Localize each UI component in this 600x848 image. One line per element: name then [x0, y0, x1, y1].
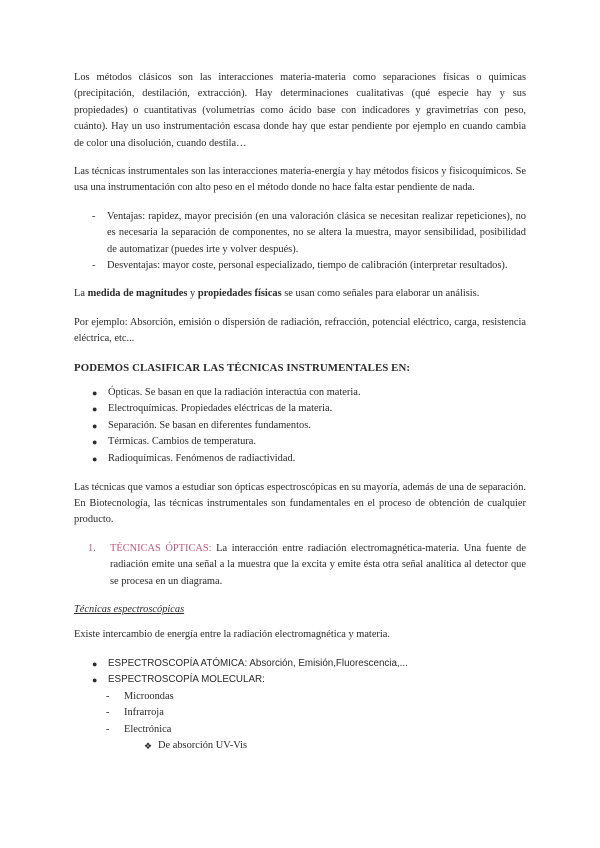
- paragraph-instrumental-techniques: Las técnicas instrumentales son las interacciones materia-energía y hay métodos físicos y fisicoquímicos. Se usa una instrumentación con alto peso en el método donde no hace falta estar pendiente de nada.: [74, 166, 526, 194]
- list-item-text: Electroquímicas. Propiedades eléctricas de la materia.: [108, 403, 333, 415]
- bullet-icon: ●: [92, 454, 98, 465]
- bullet-icon: ●: [92, 387, 98, 398]
- advantages-text: Ventajas: rapidez, mayor precisión (en una valoración clásica se necesitan realizar repeticiones), no es necesaria la separación de componentes, no se altera la muestra, mayor sensibilidad, posibilidad de automatizar (puedes irte y volver después).: [107, 210, 526, 255]
- bullet-icon: ●: [92, 675, 98, 686]
- bullet-icon: ●: [92, 404, 98, 415]
- list-item: [92, 385, 526, 402]
- list-item: [94, 258, 526, 274]
- bullet-icon: ●: [92, 658, 98, 669]
- list-item-text: ESPECTROSCOPÍA MOLECULAR:: [108, 674, 265, 686]
- section-optical-techniques: [74, 541, 526, 590]
- section-heading: PODEMOS CLASIFICAR LAS TÉCNICAS INSTRUMENTALES EN:: [74, 361, 411, 374]
- paragraph-energy-exchange: Existe intercambio de energía entre la radiación electromagnética y materia.: [74, 629, 390, 641]
- molecular-spectroscopy-list: [74, 689, 526, 738]
- subheading-spectroscopic: Técnicas espectroscópicas: [74, 604, 185, 616]
- list-item: [94, 209, 526, 258]
- list-item: [92, 401, 526, 418]
- list-item: [92, 656, 526, 673]
- list-item-text: Radioquímicas. Fenómenos de radiactividad.: [108, 453, 296, 465]
- pros-cons-list: [74, 209, 526, 275]
- bold-text: propiedades físicas: [197, 288, 282, 300]
- list-item-text: Electrónica: [124, 723, 172, 735]
- list-item-text: Ópticas. Se basan en que la radiación interactúa con materia.: [108, 386, 361, 398]
- paragraph-classical-methods: Los métodos clásicos son las interacciones materia-materia como separaciones físicas o químicas (precipitación, destilación, extracción). Hay determinaciones cualitativas (qué especie hay y sus propiedades) o cuantitativas (volumetrías como ácido base con indicadores y gravimetrías con peso, cuánto). Hay un uso instrumentación escasa donde hay que estar pendiente por ejemplo en cuando cambia de color una disolución, cuando destila…: [74, 72, 526, 149]
- dash-marker: -: [92, 210, 96, 222]
- list-item-text: Separación. Se basan en diferentes fundamentos.: [108, 419, 311, 431]
- dash-marker: -: [106, 723, 110, 735]
- diamond-icon: ❖: [144, 740, 153, 751]
- list-item: [92, 418, 526, 435]
- list-item-text: Infrarroja: [124, 707, 164, 719]
- list-item-text: De absorción UV-Vis: [158, 739, 248, 751]
- list-item: [106, 722, 526, 738]
- technique-types-list: [74, 385, 526, 468]
- electronic-spectroscopy-list: [74, 738, 526, 754]
- paragraph-magnitudes: [74, 286, 526, 302]
- paragraph-example: Por ejemplo: Absorción, emisión o dispersión de radiación, refracción, potencial eléctrico, carga, resistencia eléctrica, etc...: [74, 316, 526, 345]
- dash-marker: -: [92, 260, 96, 272]
- list-item: [92, 451, 526, 468]
- list-item: [106, 689, 526, 705]
- list-item: [106, 705, 526, 721]
- section-body: La interacción entre radiación electromagnética-materia. Una fuente de radiación emite una señal a la muestra que la excita y emite ésta otra señal analítica al detector que se procesa en un diagrama.: [110, 542, 526, 587]
- list-item: [92, 672, 526, 689]
- bullet-icon: ●: [92, 420, 98, 431]
- section-title: TÉCNICAS ÓPTICAS:: [110, 542, 212, 554]
- bullet-icon: ●: [92, 437, 98, 448]
- section-number: 1.: [88, 542, 96, 554]
- text-run: La: [74, 288, 88, 300]
- document-page: [74, 70, 526, 754]
- dash-marker: -: [106, 707, 110, 719]
- list-item-text: Microondas: [124, 690, 174, 702]
- list-item-text: Térmicas. Cambios de temperatura.: [108, 436, 257, 448]
- dash-marker: -: [106, 690, 110, 702]
- text-run: se usan como señales para elaborar un análisis.: [281, 288, 480, 300]
- spectroscopy-list: [74, 656, 526, 689]
- list-item: [144, 738, 526, 754]
- text-run: y: [187, 288, 198, 300]
- bold-text: medida de magnitudes: [87, 288, 188, 300]
- list-item: [92, 434, 526, 451]
- paragraph-studied-techniques: Las técnicas que vamos a estudiar son ópticas espectroscópicas en su mayoría, además de una de separación. En Biotecnología, las técnicas instrumentales son fundamentales en el proceso de obtención de cualquier producto.: [74, 481, 526, 526]
- list-item-text: ESPECTROSCOPÍA ATÓMICA: Absorción, Emisión,Fluorescencia,...: [108, 657, 408, 669]
- disadvantages-text: Desventajas: mayor coste, personal especializado, tiempo de calibración (interpretar resultados).: [107, 260, 508, 272]
